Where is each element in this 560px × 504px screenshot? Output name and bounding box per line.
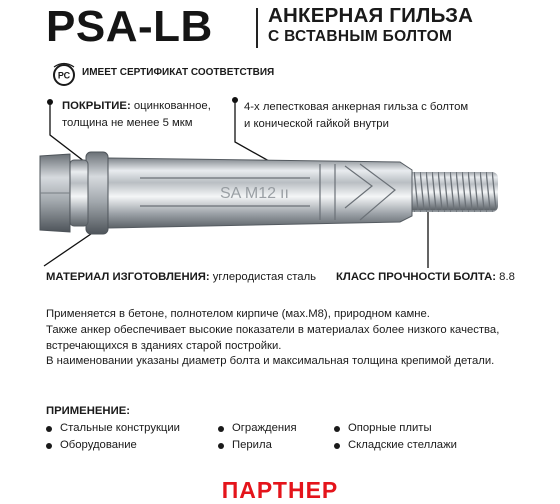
brand-name: ПАРТНЕР bbox=[221, 477, 339, 502]
sleeve-engraving: SA M12 bbox=[220, 185, 277, 202]
material-label: МАТЕРИАЛ ИЗГОТОВЛЕНИЯ: bbox=[46, 271, 210, 283]
brand-logo bbox=[180, 476, 380, 502]
product-subtitle-line2: С ВСТАВНЫМ БОЛТОМ bbox=[268, 28, 453, 45]
svg-text:РС: РС bbox=[57, 70, 71, 81]
application-item: Ограждения bbox=[218, 422, 297, 434]
application-item: Оборудование bbox=[46, 439, 137, 451]
svg-text:ıı: ıı bbox=[280, 185, 289, 202]
coating-label: ПОКРЫТИЕ: bbox=[62, 100, 131, 112]
sleeve-line-2: и конической гайкой внутри bbox=[244, 118, 389, 130]
sleeve-line-1: 4-х лепестковая анкерная гильза с болтом bbox=[244, 101, 469, 113]
description bbox=[46, 307, 546, 370]
strength-callout bbox=[336, 271, 515, 283]
description-line: Также анкер обеспечивает высокие показатели в материалах более низкого качества, bbox=[46, 323, 500, 336]
strength-value: 8.8 bbox=[496, 271, 515, 283]
title-divider bbox=[256, 8, 258, 48]
anchor-bolt-illustration bbox=[0, 90, 560, 290]
description-line: Применяется в бетоне, полнотелом кирпиче (мах.М8), природном камне. bbox=[46, 308, 430, 320]
material-callout bbox=[46, 271, 316, 283]
application-item: Опорные плиты bbox=[334, 422, 432, 434]
description-line: встречающихся в зданиях старой постройки. bbox=[46, 339, 282, 352]
application-item: Перила bbox=[218, 439, 272, 451]
material-value: углеродистая сталь bbox=[209, 271, 317, 283]
certificate-text: ИМЕЕТ СЕРТИФИКАТ СООТВЕТСТВИЯ bbox=[82, 67, 275, 78]
strength-label: КЛАСС ПРОЧНОСТИ БОЛТА: bbox=[336, 271, 497, 283]
description-line: В наименовании указаны диаметр болта и максимальная толщина крепимой детали. bbox=[46, 355, 495, 368]
coating-value: оцинкованное, bbox=[130, 100, 211, 112]
washer bbox=[86, 152, 108, 234]
product-title: PSA-LB bbox=[46, 2, 213, 51]
applications-list bbox=[46, 422, 546, 456]
coating-thickness: толщина не менее 5 мкм bbox=[62, 117, 193, 129]
product-subtitle-line1: АНКЕРНАЯ ГИЛЬЗА bbox=[268, 4, 474, 27]
rst-certification-icon bbox=[50, 61, 78, 87]
applications-title: ПРИМЕНЕНИЕ: bbox=[46, 405, 130, 417]
application-item: Стальные конструкции bbox=[46, 422, 180, 434]
application-item: Складские стеллажи bbox=[334, 439, 457, 451]
